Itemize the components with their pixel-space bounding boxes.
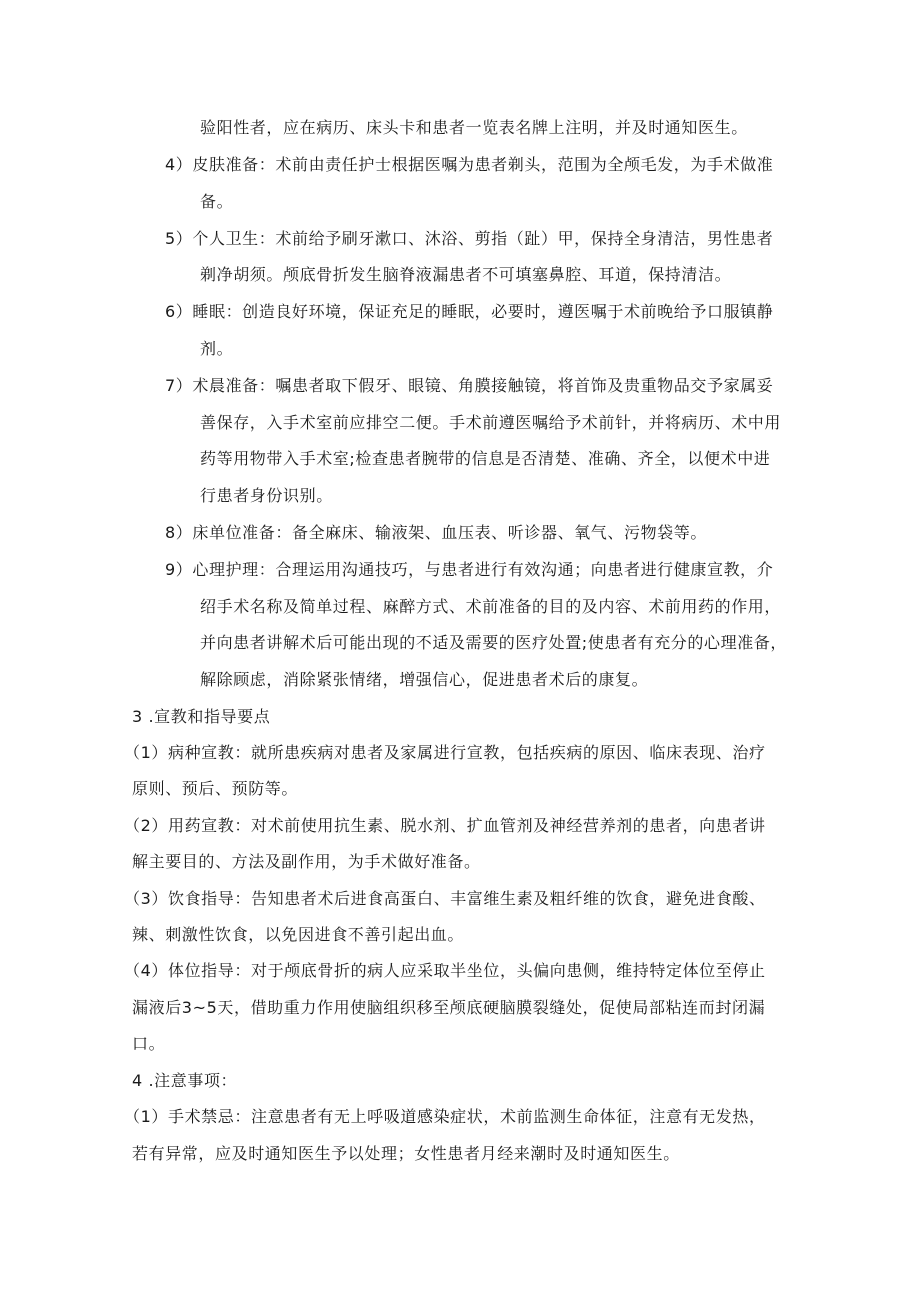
list-item-skin-prep: 4）皮肤准备：术前由责任护士根据医嘱为患者剃头，范围为全颅毛发，为手术做准 (165, 155, 774, 174)
text-line: 药等用物带入手术室;检查患者腕带的信息是否清楚、准确、齐全，以便术中进 (200, 449, 771, 468)
list-item-morning-prep: 7）术晨准备：嘱患者取下假牙、眼镜、角膜接触镜，将首饰及贵重物品交予家属妥 (165, 376, 774, 395)
text-line: 备。 (200, 192, 234, 211)
paragraph-medication-education: （2）用药宣教：对术前使用抗生素、脱水剂、扩血管剂及神经营养剂的患者，向患者讲 (124, 816, 766, 835)
text-line: 解除顾虑，消除紧张情绪，增强信心，促进患者术后的康复。 (200, 670, 649, 689)
list-item-sleep: 6）睡眠：创造良好环境，保证充足的睡眠，必要时，遵医嘱于术前晚给予口服镇静 (165, 302, 774, 321)
text-line: 原则、预后、预防等。 (132, 779, 299, 798)
text-line: 剂。 (200, 339, 234, 358)
list-item-psych-care: 9）心理护理：合理运用沟通技巧，与患者进行有效沟通；向患者进行健康宣教，介 (165, 560, 774, 579)
paragraph-position-guidance: （4）体位指导：对于颅底骨折的病人应采取半坐位，头偏向患侧，维持特定体位至停止 (124, 961, 766, 980)
paragraph-surgery-contraindications: （1）手术禁忌：注意患者有无上呼吸道感染症状，术前监测生命体征，注意有无发热， (124, 1107, 766, 1126)
section-heading-precautions: 4 .注意事项： (132, 1071, 238, 1090)
text-line: 若有异常，应及时通知医生予以处理；女性患者月经来潮时及时通知医生。 (132, 1144, 680, 1163)
list-item-hygiene: 5）个人卫生：术前给予刷牙漱口、沐浴、剪指（趾）甲，保持全身清洁，男性患者 (165, 229, 774, 248)
text-line: 辣、刺激性饮食，以免因进食不善引起出血。 (132, 925, 465, 944)
text-line: 行患者身份识别。 (200, 486, 333, 505)
paragraph-diet-guidance: （3）饮食指导：告知患者术后进食高蛋白、丰富维生素及粗纤维的饮食，避免进食酸、 (124, 889, 766, 908)
paragraph-disease-education: （1）病种宣教：就所患疾病对患者及家属进行宣教，包括疾病的原因、临床表现、治疗 (124, 743, 766, 762)
text-line: 漏液后3~5天，借助重力作用使脑组织移至颅底硬脑膜裂缝处，促使局部粘连而封闭漏 (132, 998, 766, 1017)
text-line: 并向患者讲解术后可能出现的不适及需要的医疗处置;使患者有充分的心理准备， (200, 633, 787, 652)
list-item-bed-prep: 8）床单位准备：备全麻床、输液架、血压表、听诊器、氧气、污物袋等。 (165, 523, 707, 542)
text-line: 解主要目的、方法及副作用，为手术做好准备。 (132, 852, 481, 871)
text-line: 验阳性者，应在病历、床头卡和患者一览表名牌上注明，并及时通知医生。 (200, 118, 748, 137)
section-heading-education: 3 .宣教和指导要点 (132, 707, 271, 726)
text-line: 善保存，入手术室前应排空二便。手术前遵医嘱给予术前针，并将病历、术中用 (200, 413, 782, 432)
text-line: 口。 (132, 1034, 166, 1053)
text-line: 绍手术名称及简单过程、麻醉方式、术前准备的目的及内容、术前用药的作用， (200, 597, 782, 616)
text-line: 剃净胡须。颅底骨折发生脑脊液漏患者不可填塞鼻腔、耳道，保持清洁。 (200, 265, 732, 284)
